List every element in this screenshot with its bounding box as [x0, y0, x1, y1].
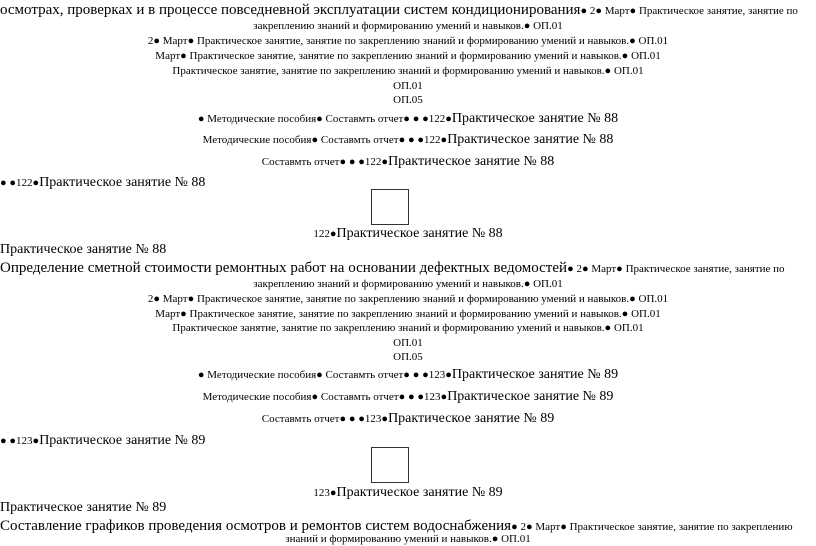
schedule-row-b3-1: [0, 518, 793, 534]
lesson-title: Практическое занятие № 89: [388, 411, 555, 426]
lesson-title: Практическое занятие № 89: [451, 367, 619, 382]
lesson-meta: ● Методические пособия● Составмть отчет● ● ●123●: [197, 369, 452, 381]
schedule-row-b2-9: [0, 388, 816, 404]
topic-heading: Определение сметной стоимости ремонтных работ на основании дефектных ведомостей: [0, 260, 568, 276]
schedule-row-b1-11: [0, 174, 205, 190]
schedule-row-b2-13: Практическое занятие № 89: [0, 500, 167, 515]
topic-heading: осмотрах, проверках и в процессе повседневной эксплуатации систем кондиционирования: [0, 2, 581, 18]
lesson-title: Практическое занятие № 88: [336, 226, 503, 241]
lesson-meta: 123●: [313, 487, 337, 499]
schedule-row-b2-5: Практическое занятие, занятие по закреплению знаний и формированию умений и навыков.● ОП.01: [172, 322, 644, 334]
schedule-row-b2-4: Март● Практическое занятие, занятие по закреплению знаний и формированию умений и навыков.● ОП.01: [155, 308, 661, 320]
lesson-meta: ● Методические пособия● Составмть отчет● ● ●122●: [197, 113, 452, 125]
schedule-row-b2-2: закреплению знаний и формированию умений и навыков.● ОП.01: [253, 278, 563, 290]
lesson-title: Практическое занятие № 88: [451, 111, 619, 126]
schedule-row-b1-13: Практическое занятие № 88: [0, 242, 167, 257]
lesson-meta: ● ●123●: [0, 435, 40, 447]
placeholder-box: [371, 447, 409, 483]
topic-heading: Составление графиков проведения осмотров и ремонтов систем водоснабжения: [0, 518, 512, 534]
placeholder-box: [371, 189, 409, 225]
schedule-row-b1-5: Практическое занятие, занятие по закреплению знаний и формированию умений и навыков.● ОП.01: [172, 65, 644, 77]
lesson-meta: Составмть отчет● ● ●123●: [261, 413, 389, 425]
schedule-row-b1-1: [0, 2, 798, 18]
schedule-row-b2-6: ОП.01: [393, 337, 423, 349]
lesson-title: Практическое занятие № 88: [447, 132, 614, 147]
schedule-meta: ● 2● Март● Практическое занятие, занятие по закреплению: [511, 521, 793, 533]
schedule-row-b1-12: [0, 225, 816, 241]
schedule-row-b3-2: знаний и формированию умений и навыков.● ОП.01: [285, 533, 531, 545]
lesson-title: Практическое занятие № 89: [447, 389, 614, 404]
schedule-row-b1-7: ОП.05: [393, 94, 423, 106]
schedule-row-b1-8: [0, 110, 816, 126]
lesson-meta: 122●: [313, 228, 337, 240]
lesson-meta: Составмть отчет● ● ●122●: [261, 156, 389, 168]
lesson-title: Практическое занятие № 89: [39, 433, 206, 448]
schedule-row-b1-4: Март● Практическое занятие, занятие по закреплению знаний и формированию умений и навыков.● ОП.01: [155, 50, 661, 62]
schedule-row-b1-9: [0, 131, 816, 147]
schedule-row-b2-7: ОП.05: [393, 351, 423, 363]
schedule-row-b2-11: [0, 432, 205, 448]
lesson-meta: ● ●122●: [0, 177, 40, 189]
lesson-title: Практическое занятие № 88: [388, 154, 555, 169]
schedule-meta: ● 2● Март● Практическое занятие, занятие по: [580, 5, 798, 17]
schedule-row-b1-3: 2● Март● Практическое занятие, занятие по закреплению знаний и формированию умений и навыков.● ОП.01: [147, 35, 669, 47]
lesson-meta: Методические пособия● Составмть отчет● ● ●122●: [202, 134, 448, 146]
schedule-meta: ● 2● Март● Практическое занятие, занятие по: [567, 263, 785, 275]
schedule-row-b1-2: закреплению знаний и формированию умений и навыков.● ОП.01: [253, 20, 563, 32]
lesson-meta: Методические пособия● Составмть отчет● ● ●123●: [202, 391, 448, 403]
schedule-row-b2-12: [0, 484, 816, 500]
lesson-title: Практическое занятие № 88: [39, 175, 206, 190]
schedule-row-b2-3: 2● Март● Практическое занятие, занятие по закреплению знаний и формированию умений и навыков.● ОП.01: [147, 293, 669, 305]
schedule-row-b2-8: [0, 366, 816, 382]
schedule-row-b1-10: [0, 153, 816, 169]
schedule-row-b2-1: [0, 260, 785, 276]
schedule-row-b2-10: [0, 410, 816, 426]
lesson-title: Практическое занятие № 89: [336, 485, 503, 500]
schedule-row-b1-6: ОП.01: [393, 80, 423, 92]
